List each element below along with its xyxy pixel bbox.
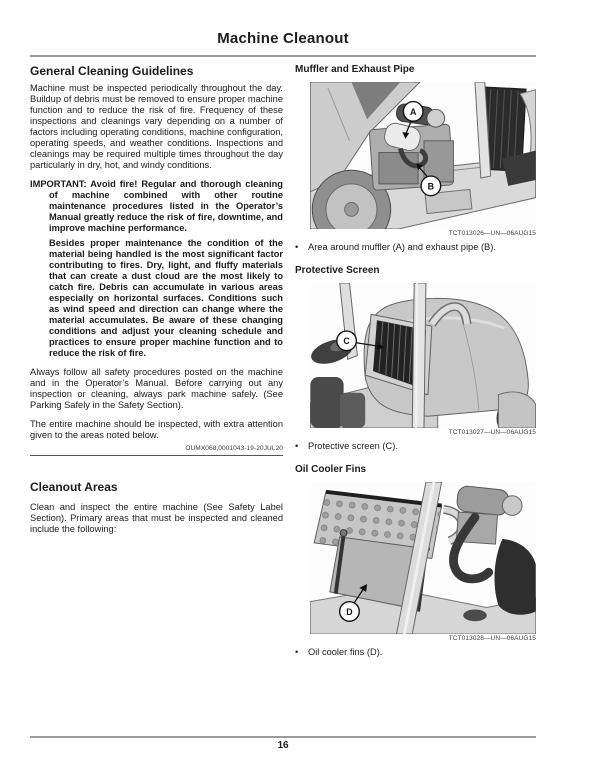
document-code: OUMX068,0001043-19-20JUL20 <box>185 445 283 452</box>
figure-credit-muffler: TCT013026—UN—06AUG15 <box>448 230 536 237</box>
figure-oil-cooler <box>295 464 536 658</box>
figure-credit-screen: TCT013027—UN—06AUG15 <box>448 429 536 436</box>
bullet-icon: • <box>295 647 299 657</box>
page-number: 16 <box>277 740 289 751</box>
figure-bullet-screen <box>295 441 536 452</box>
roll-bar-shape <box>412 283 426 428</box>
oil-cooler-illustration <box>310 482 536 634</box>
figure-bullet-oil-cooler <box>295 647 536 658</box>
figure-bullet-muffler <box>295 242 536 253</box>
figure-bullet-oil-cooler-text: Oil cooler fins (D). <box>308 647 383 657</box>
callout-a-label: A <box>410 106 417 117</box>
figure-bullet-screen-text: Protective screen (C). <box>308 441 398 451</box>
bullet-icon: • <box>295 242 299 252</box>
section-divider <box>30 455 283 456</box>
header-rule <box>30 55 536 57</box>
figure-muffler-exhaust <box>295 64 536 253</box>
figure-credit-oil-cooler: TCT013028—UN—06AUG15 <box>448 635 536 642</box>
muffler-exhaust-illustration <box>310 82 536 229</box>
bullet-icon: • <box>295 441 299 451</box>
section-heading-general-cleaning: General Cleaning Guidelines <box>30 64 194 78</box>
footer-rule <box>30 736 536 738</box>
figure-heading-muffler: Muffler and Exhaust Pipe <box>295 64 415 75</box>
general-paragraph-1: Machine must be inspected periodically throughout the day. Buildup of debris must be removed to ensure proper machine function and to reduce the risk of fire. Frequency of these inspections and cleanings vary depending on a number of factors including operating conditions, machine configuration, operating speeds, and weather conditions. Inspections and cleanings may be required multiple times throughout the day particularly in dry, hot, and windy conditions. <box>30 83 283 170</box>
general-paragraph-2: Always follow all safety procedures posted on the machine and in the Operator’s Manual. Before carrying out any inspection or cleaning, always park machine safely. (See Parking Safely in the Safety Section). <box>30 367 283 410</box>
right-column <box>295 64 536 670</box>
left-column <box>30 64 283 543</box>
figure-heading-oil-cooler: Oil Cooler Fins <box>295 464 367 475</box>
general-paragraph-3: The entire machine should be inspected, with extra attention given to the areas noted below. <box>30 419 283 440</box>
section-heading-cleanout-areas: Cleanout Areas <box>30 480 118 494</box>
callout-d-label: D <box>346 606 353 617</box>
page-title: Machine Cleanout <box>217 30 349 47</box>
important-paragraph-2: Besides proper maintenance the condition of the material being handled is the most significant factor contributing to fires. Dry, light, and fluffy materials that can create a dust cloud are the most likely to catch fire. Debris can accumulate in various areas especially on horizontal surfaces. Conditions such as wind speed and direction can change where the material accumulates. Be aware of these changing conditions and adjust your cleaning schedule and practices to ensure proper machine function and to reduce the risk of fire. <box>49 238 283 358</box>
callout-c-label: C <box>343 336 350 347</box>
callout-b-label: B <box>427 181 435 192</box>
figure-bullet-muffler-text: Area around muffler (A) and exhaust pipe (B). <box>308 242 496 252</box>
important-paragraph-1: IMPORTANT: Avoid fire! Regular and thorough cleaning of machine combined with other routine maintenance procedures listed in the Operator’s Manual greatly reduce the risk of fire, downtime, and improve machine performance. <box>30 179 283 233</box>
figure-heading-screen: Protective Screen <box>295 265 380 276</box>
figure-protective-screen <box>295 265 536 452</box>
protective-screen-illustration <box>310 283 536 428</box>
cleanout-paragraph-1: Clean and inspect the entire machine (See Safety Label Section). Primary areas that must be inspected and cleaned include the following: <box>30 502 283 534</box>
